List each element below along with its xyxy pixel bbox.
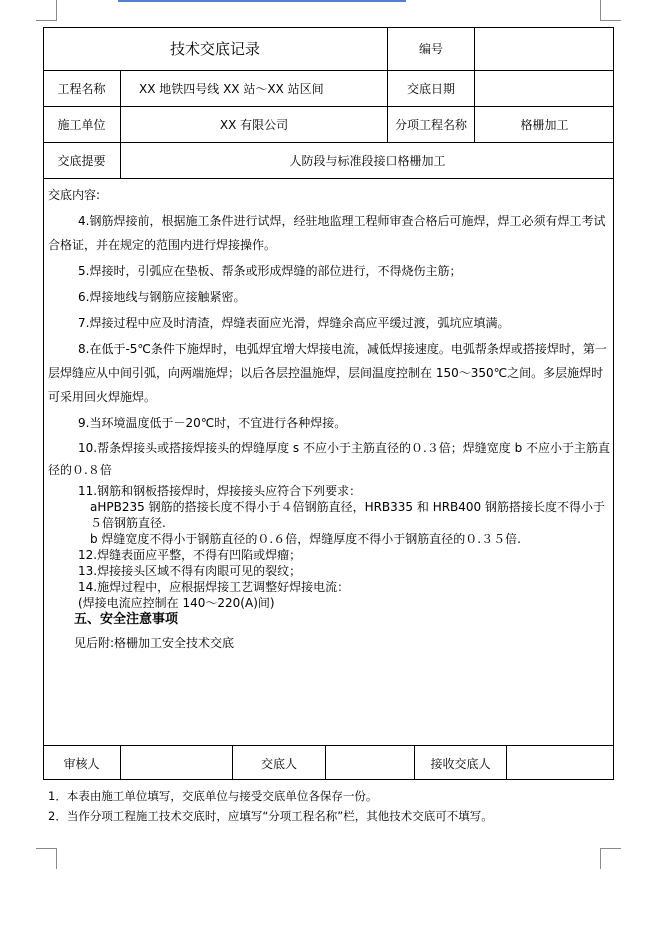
crop-mark-bottom-right bbox=[600, 848, 621, 869]
summary-label: 交底提要 bbox=[57, 154, 106, 168]
content-item-11b: b 焊缝宽度不得小于钢筋直径的０.６倍，焊缝厚度不得小于钢筋直径的０.３５倍. bbox=[90, 532, 521, 546]
see-attachment-text: 见后附:格栅加工安全技术交底 bbox=[74, 636, 235, 650]
content-item-5: 5.焊接时，引弧应在垫板、帮条或形成焊缝的部位进行，不得烧伤主筋； bbox=[78, 264, 462, 278]
construction-unit-label: 施工单位 bbox=[57, 118, 106, 132]
project-name-field[interactable]: XX 地铁四号线 XX 站～XX 站区间 bbox=[139, 82, 324, 96]
number-field[interactable] bbox=[475, 27, 614, 70]
project-name-label: 工程名称 bbox=[57, 82, 106, 96]
sub-project-field[interactable]: 格栅加工 bbox=[520, 118, 569, 132]
number-label: 编号 bbox=[418, 42, 443, 56]
top-accent-bar bbox=[118, 0, 406, 2]
content-item-11a: aHPB235 钢筋的搭接长度不得小于４倍钢筋直径，HRB335 和 HRB400 钢筋搭接长度不得小于５倍钢筋直径. bbox=[90, 500, 606, 530]
reviewer-field[interactable] bbox=[121, 746, 232, 780]
content-item-13: 13.焊接接头区域不得有肉眼可见的裂纹； bbox=[78, 564, 302, 578]
discloser-label: 交底人 bbox=[260, 756, 297, 771]
receiver-field[interactable] bbox=[507, 746, 614, 780]
content-item-9: 9.当环境温度低于－20℃时，不宜进行各种焊接。 bbox=[78, 416, 347, 430]
receiver-label: 接收交底人 bbox=[430, 756, 491, 771]
content-item-14-note: (焊接电流应控制在 140～220(A)间) bbox=[78, 596, 275, 610]
row-divider bbox=[43, 178, 614, 179]
content-item-12: 12.焊缝表面应平整，不得有凹陷或焊瘤； bbox=[78, 548, 302, 562]
date-field[interactable] bbox=[475, 71, 614, 106]
date-label: 交底日期 bbox=[406, 82, 455, 96]
summary-field[interactable]: 人防段与标准段接口格栅加工 bbox=[289, 154, 446, 168]
content-item-8: 8.在低于-5℃条件下施焊时，电弧焊宜增大焊接电流，减低焊接速度。电弧帮条焊或搭接焊时，第一层焊缝应从中间引弧，向两端施焊；以后各层控温施焊，层间温度控制在 150～350℃之间。多层施焊时可采用回火焊施焊。 bbox=[48, 342, 607, 404]
content-item-4: 4.钢筋焊接前，根据施工条件进行试焊，经驻地监理工程师审查合格后可施焊，焊工必须有焊工考试合格证，并在规定的范围内进行焊接操作。 bbox=[48, 214, 606, 252]
crop-mark-top-right bbox=[600, 0, 621, 21]
construction-unit-field[interactable]: XX 有限公司 bbox=[219, 118, 289, 132]
content-item-7: 7.焊接过程中应及时清渣，焊缝表面应光滑，焊缝余高应平缓过渡，弧坑应填满。 bbox=[78, 316, 510, 330]
content-intro: 交底内容: bbox=[48, 188, 101, 202]
form-title: 技术交底记录 bbox=[169, 40, 260, 58]
footnotes bbox=[48, 786, 493, 826]
discloser-field[interactable] bbox=[326, 746, 414, 780]
disclosure-content bbox=[48, 183, 612, 651]
content-item-11: 11.钢筋和钢板搭接焊时，焊接接头应符合下列要求： bbox=[78, 484, 362, 498]
content-item-10: 10.帮条焊接头或搭接焊接头的焊缝厚度 s 不应小于主筋直径的０.３倍；焊缝宽度 b 不应小于主筋直径的０.８倍 bbox=[48, 441, 611, 477]
footnote-2: 2．当作分项工程施工技术交底时，应填写“分项工程名称”栏，其他技术交底可不填写。 bbox=[48, 809, 493, 823]
footnote-1: 1．本表由施工单位填写，交底单位与接受交底单位各保存一份。 bbox=[48, 789, 378, 803]
content-item-14: 14.施焊过程中，应根据焊接工艺调整好焊接电流： bbox=[78, 580, 350, 594]
section-5-heading: 五、安全注意事项 bbox=[74, 612, 179, 627]
crop-mark-bottom-left bbox=[36, 848, 57, 869]
reviewer-label: 审核人 bbox=[63, 756, 100, 771]
crop-mark-top-left bbox=[36, 0, 57, 21]
sub-project-label: 分项工程名称 bbox=[394, 118, 467, 132]
content-item-6: 6.焊接地线与钢筋应接触紧密。 bbox=[78, 290, 246, 304]
